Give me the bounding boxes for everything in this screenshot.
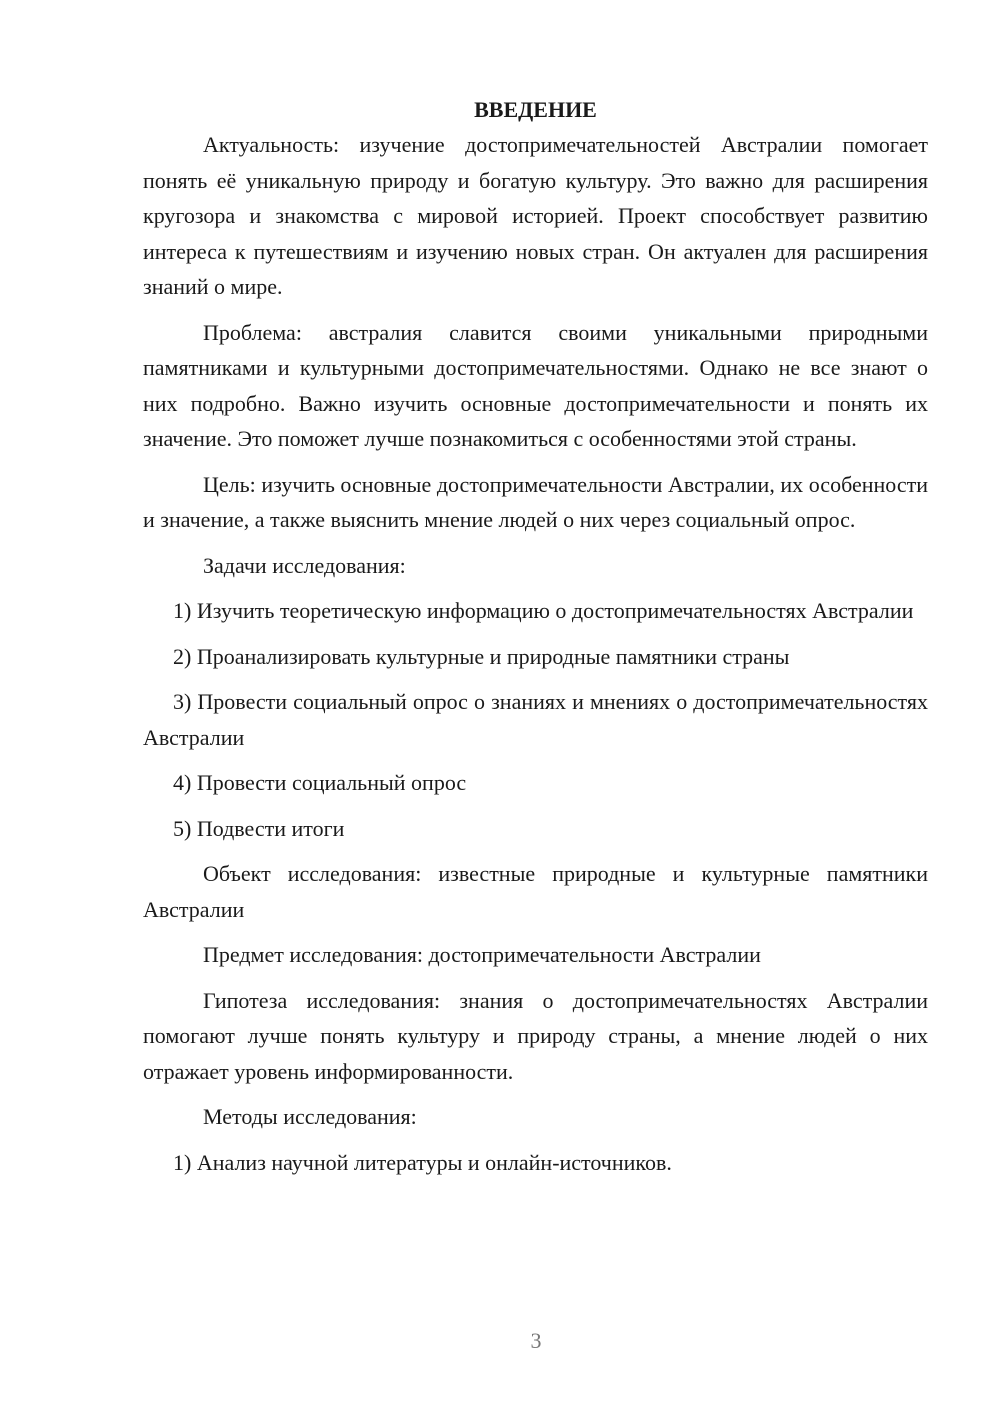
hypothesis-paragraph: Гипотеза исследования: знания о достопримечательностях Австралии помогают лучше понять культуру и природу страны, а мнение людей о них отражает уровень информированности. (143, 987, 928, 1084)
subject-paragraph: Предмет исследования: достопримечательности Австралии (203, 942, 761, 967)
goal-paragraph: Цель: изучить основные достопримечательности Австралии, их особенности и значение, а также выяснить мнение людей о них через социальный опрос. (143, 471, 928, 532)
object-paragraph: Объект исследования: известные природные и культурные памятники Австралии (143, 861, 928, 922)
section-heading: ВВЕДЕНИЕ (474, 97, 597, 122)
task-item-3: 3) Провести социальный опрос о знаниях и мнениях о достопримечательностях Австралии (143, 689, 928, 750)
page-number: 3 (530, 1328, 542, 1353)
method-item-1: 1) Анализ научной литературы и онлайн-источников. (173, 1149, 672, 1175)
relevance-paragraph: Актуальность: изучение достопримечательностей Австралии помогает понять её уникальную природу и богатую культуру. Это важно для расширения кругозора и знакомства с мировой историей. Проект способствует развитию интереса к путешествиям и изучению новых стран. Он актуален для расширения знаний о мире. (143, 132, 928, 299)
task-item-5: 5) Подвести итоги (173, 815, 345, 841)
problem-paragraph: Проблема: австралия славится своими уникальными природными памятниками и культурными достопримечательностями. Однако не все знают о них подробно. Важно изучить основные достопримечательности и понять их значение. Это поможет лучше познакомиться с особенностями этой страны. (143, 319, 928, 451)
methods-label: Методы исследования: (203, 1104, 417, 1129)
tasks-label: Задачи исследования: (203, 552, 406, 578)
task-item-4: 4) Провести социальный опрос (173, 770, 467, 795)
task-item-1: 1) Изучить теоретическую информацию о достопримечательностях Австралии (173, 598, 914, 623)
task-item-2: 2) Проанализировать культурные и природные памятники страны (173, 643, 790, 669)
page-content (143, 92, 928, 1190)
